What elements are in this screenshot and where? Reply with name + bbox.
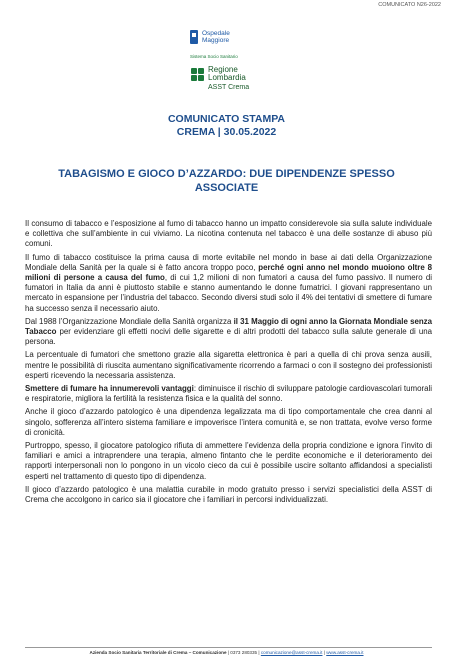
hospital-name <box>202 30 230 45</box>
hospital-mark-icon <box>190 30 198 44</box>
paragraph-6: Anche il gioco d’azzardo patologico è una dipendenza legalizzata ma di tipo comportamentale che crea danni al singolo, sofferenza all’intero sistema familiare e impoverisce l’intera comunità e, se non trattata, evolve verso forme di cronicità. <box>25 407 432 437</box>
article-body <box>25 219 432 508</box>
press-release-heading <box>0 113 453 139</box>
paragraph-2: Il fumo di tabacco costituisce la prima causa di morte evitabile nel mondo in base ai dati della Organizzazione Mondiale della Sanità per la quale si è fatto ancora troppo poco, perché ogni anno nel mondo muoiono oltre 8 milioni di persone a causa del fumo, di cui 1,2 milioni di non fumatori a causa del fumo passivo. Il numero di fumatori in Italia da anni è piuttosto stabile e stanno aumentando le donne fumatrici. I giovani rappresentano un mercato in espansione per l’industria del tabacco. Secondo diversi studi solo il 4% dei tentativi di smettere di fumare ha successo senza il necessario aiuto. <box>25 252 433 313</box>
hospital-name-line2: Maggiore <box>202 37 230 44</box>
article-headline: TABAGISMO E GIOCO D’AZZARDO: DUE DIPENDENZE SPESSO ASSOCIATE <box>58 168 395 194</box>
region-lombardia-icon <box>190 67 204 81</box>
footer-organization: Azienda Socio Sanitaria Territoriale di Crema – Comunicazione <box>89 650 227 655</box>
asst-name: ASST Crema <box>208 84 250 91</box>
footer-email-link[interactable]: comunicazione@asst-crema.it <box>260 650 323 655</box>
footer-divider <box>25 647 432 648</box>
footer-phone: 0373 280335 <box>230 650 258 655</box>
paragraph-7: Purtroppo, spesso, il giocatore patologico rifiuta di ammettere l’evidenza della propria condizione e ignora l’invito di familiari e amici a intraprendere una terapia, almeno fintanto che le perdite economiche e il deterioramento dei rapporti interpersonali non lo pongono in un vicolo cieco da cui è possibile uscire soltanto affidandosi a specialisti esperti nel trattamento di questo tipo di dipendenza. <box>25 441 432 481</box>
page-footer: Azienda Socio Sanitaria Territoriale di Crema – Comunicazione | 0373 280335 | comunicazione@asst-crema.it | www.asst-crema.it <box>89 650 364 655</box>
region-name <box>208 66 246 83</box>
region-name-line2: Lombardia <box>208 73 246 82</box>
press-release-place-date: CREMA | 30.05.2022 <box>176 126 277 138</box>
hospital-logo-row <box>190 26 280 48</box>
paragraph-1: Il consumo di tabacco e l’esposizione al fumo di tabacco hanno un impatto considerevole sia sulla salute individuale e collettiva che sull’ambiente in cui viviamo. La nicotina contenuta nel tabacco è una delle sostanze di abuso più comuni. <box>25 219 432 249</box>
communique-number: COMUNICATO N26-2022 <box>378 2 441 8</box>
press-release-title: COMUNICATO STAMPA <box>167 113 286 125</box>
paragraph-3: Dal 1988 l’Organizzazione Mondiale della Sanità organizza il 31 Maggio di ogni anno la Giornata Mondiale senza Tabacco per evidenziare gli effetti nocivi delle sigarette e di altri prodotti del tabacco sulla salute generale di una persona. <box>25 316 432 347</box>
paragraph-8: Il gioco d’azzardo patologico è una malattia curabile in modo gratuito presso i servizi specialistici della ASST di Crema che accolgono in carico sia il giocatore che i familiari in percorsi individualizzati. <box>25 484 432 505</box>
paragraph-4: La percentuale di fumatori che smettono grazie alla sigaretta elettronica è pari a quella di chi prova senza ausili, mentre le possibilità di riuscita aumentano significativamente ricorrendo a farmaci o con il sostegno dei professionisti esperti ricevendo la necessaria assistenza. <box>25 350 432 380</box>
hospital-name-line1: Ospedale <box>202 29 230 37</box>
region-name-line1: Regione <box>208 64 238 74</box>
asst-crema-logo <box>190 26 280 91</box>
system-label: Sistema Socio Sanitario <box>190 54 238 59</box>
paragraph-5: Smettere di fumare ha innumerevoli vantaggi: diminuisce il rischio di sviluppare patologie cardiovascolari tumorali e respiratorie, migliora la fertilità la resistenza fisica e la qualità del sonno. <box>25 384 432 404</box>
region-logo-row <box>190 63 280 85</box>
footer-website-link[interactable]: www.asst-crema.it <box>326 650 364 655</box>
